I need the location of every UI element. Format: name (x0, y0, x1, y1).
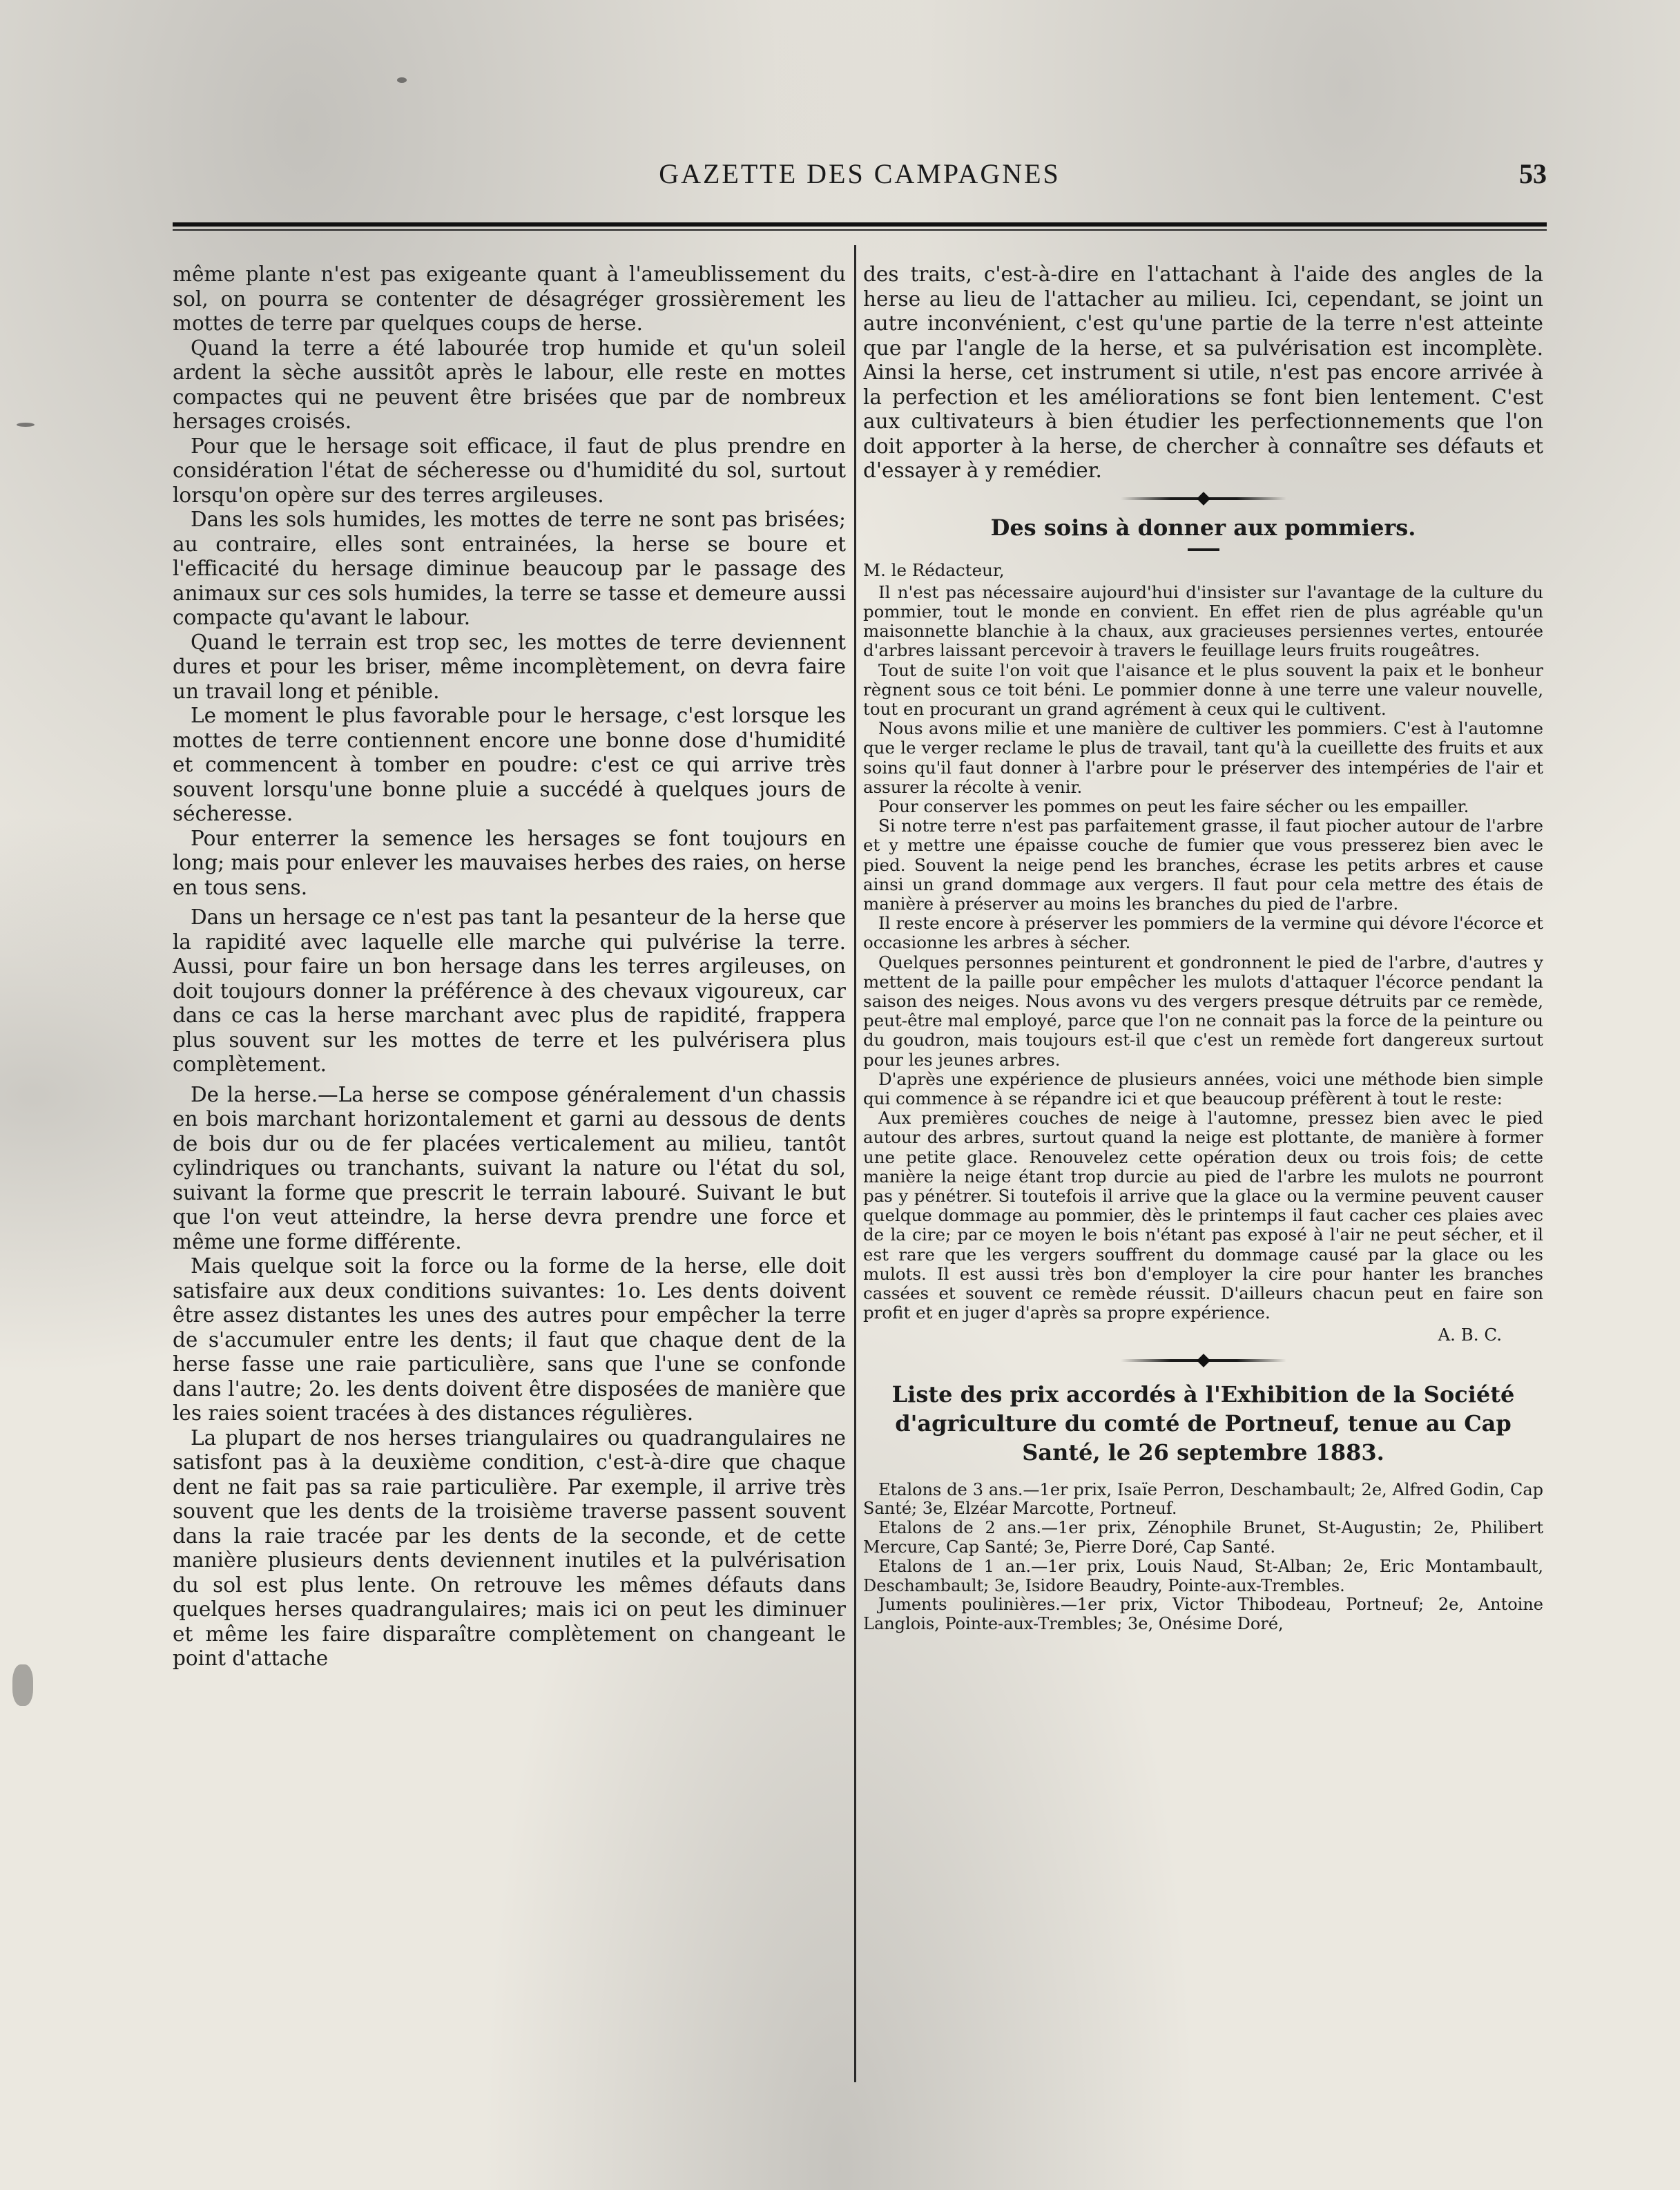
title-dash (1188, 548, 1219, 551)
prize-entry: Etalons de 3 ans.—1er prix, Isaïe Perron, Deschambault; 2e, Alfred Godin, Cap Santé; 3e, Elzéar Marcotte, Portneuf. (863, 1479, 1543, 1519)
paragraph: Quand la terre a été labourée trop humide et qu'un soleil ardent la sèche aussitôt après le labour, elle reste en mottes compactes qui ne peuvent être brisées que par de nombreux hersages croisés. (173, 336, 846, 433)
paragraph: Il n'est pas nécessaire aujourd'hui d'insister sur l'avantage de la culture du pommier, tout le monde en convient. En effet rien de plus agréable qu'un maisonnette blanchie à la chaux, aux gracieuses persiennes vertes, entourée d'arbres laissant percevoir à travers le feuillage leurs fruits rougeâtres. (863, 582, 1543, 661)
section-separator (863, 1345, 1543, 1376)
ink-blot (397, 77, 407, 83)
paragraph: D'après une expérience de plusieurs années, voici une méthode bien simple qui commence à se répandre ici et que beaucoup préfèrent à tout le reste: (863, 1068, 1543, 1108)
prize-entry: Etalons de 2 ans.—1er prix, Zénophile Brunet, St-Augustin; 2e, Philibert Mercure, Cap Santé; 3e, Pierre Doré, Cap Santé. (863, 1518, 1543, 1557)
paragraph: Pour conserver les pommes on peut les faire sécher ou les empailler. (878, 796, 1469, 816)
paragraph: des traits, c'est-à-dire en l'attachant à l'aide des angles de la herse au lieu de l'attacher au milieu. Ici, cependant, se joint un autre inconvénient, c'est qu'une partie de la terre n'est atteinte que par l'angle de la herse, et sa pulvérisation est incomplète. Ainsi la herse, cet instrument si utile, n'est pas encore arrivée à la perfection et les améliorations se font bien lentement. C'est aux cultivateurs à bien étudier les perfectionnements que l'on doit apporter à la herse, de chercher à connaître ses défauts et d'essayer à y remédier. (863, 262, 1543, 482)
ornament-rule (1121, 497, 1286, 500)
paragraph: Quelques personnes peinturent et gondronnent le pied de l'arbre, d'autres y mettent de la paille pour empêcher les mulots d'attaquer l'écorce pendant la saison des neiges. Nous avons vu des vergers presque détruits par ce remède, peut-être mal employé, parce que l'on ne connait pas la force de la peinture ou du goudron, mais toujours est-il que c'est un remède fort dangereux surtout pour les jeunes arbres. (863, 952, 1543, 1070)
paragraph: Dans les sols humides, les mottes de terre ne sont pas brisées; au contraire, elles sont entrainées, la herse se boure et l'efficacité du hersage diminue beaucoup par le passage des animaux sur ces sols humides, la terre se tasse et demeure aussi compacte qu'avant le labour. (173, 508, 846, 629)
page-header (173, 157, 1547, 199)
paragraph: Aux premières couches de neige à l'automne, pressez bien avec le pied autour des arbres, surtout quand la neige est plottante, de manière à former une petite glace. Renouvelez cette opération deux ou trois fois; de cette manière la neige étant trop durcie au pied de l'arbre les mulots ne pourront pas y pénétrer. Si toutefois il arrive que la glace ou la vermine peuvent causer quelque dommage au pommier, dès le printemps il faut cacher ces plaies avec de la cire; par ce moyen le bois n'étant pas exposé à l'air ne peut sécher, et il est rare que les vergers souffrent du dommage causé par la glace ou les mulots. Il est aussi très bon d'employer la cire pour hanter les branches cassées et souvent ce remède réussit. D'ailleurs chacun peut en faire son profit et en juger d'après sa propre expérience. (863, 1108, 1543, 1323)
paragraph: De la herse.—La herse se compose généralement d'un chassis en bois marchant horizontalement et garni au dessous de dents de bois dur ou de fer placées verticalement au milieu, tantôt cylindriques ou tranchants, suivant la nature ou l'état du sol, suivant la forme que prescrit le terrain labouré. Suivant le but que l'on veut atteindre, la herse devra prendre une force et même une forme différente. (173, 1082, 846, 1254)
prize-list-title: Liste des prix accordés à l'Exhibition de la Société d'agriculture du comté de Portneuf, tenue au Cap Santé, le 26 septembre 1883. (891, 1381, 1515, 1466)
prize-entry: Juments poulinières.—1er prix, Victor Thibodeau, Portneuf; 2e, Antoine Langlois, Pointe-aux-Trembles; 3e, Onésime Doré, (863, 1595, 1543, 1634)
section-separator (863, 483, 1543, 514)
page-number: 53 (1519, 158, 1547, 189)
ink-blot (12, 1664, 33, 1706)
prize-entry: Etalons de 1 an.—1er prix, Louis Naud, St-Alban; 2e, Eric Montambault, Deschambault; 3e, Isidore Beaudry, Pointe-aux-Trembles. (863, 1556, 1543, 1595)
salutation: M. le Rédacteur, (863, 559, 1005, 580)
paragraph: Quand le terrain est trop sec, les mottes de terre deviennent dures et pour les briser, même incomplètement, on devra faire un travail long et pénible. (173, 630, 846, 703)
signature: A. B. C. (1438, 1325, 1502, 1345)
ink-blot (17, 423, 35, 427)
paragraph: Dans un hersage ce n'est pas tant la pesanteur de la herse que la rapidité avec laquelle elle marche qui pulvérise la terre. Aussi, pour faire un bon hersage dans les terres argileuses, on doit toujours donner la préférence à des chevaux vigoureux, car dans ce cas la herse marchant avec plus de rapidité, frappera plus souvent sur les mottes de terre et les pulvérisera plus complètement. (173, 905, 846, 1076)
paragraph: Le moment le plus favorable pour le hersage, c'est lorsque les mottes de terre contiennent encore une bonne dose d'humidité et commencent à tomber en poudre: c'est ce qui arrive très souvent lorsqu'une bonne pluie a succédé à quelques jours de sécheresse. (173, 704, 846, 825)
paragraph: Mais quelque soit la force ou la forme de la herse, elle doit satisfaire aux deux conditions suivantes: 1o. Les dents doivent être assez distantes les unes des autres pour empêcher la terre de s'accumuler entre les dents; il faut que chaque dent de la herse fasse une raie particulière, sans que l'une se confonde dans l'autre; 2o. les dents doivent être disposées de manière que les raies soient tracées à des distances régulières. (173, 1254, 846, 1425)
paragraph: La plupart de nos herses triangulaires ou quadrangulaires ne satisfont pas à la deuxième condition, c'est-à-dire que chaque dent ne fait pas sa raie particulière. Par exemple, il arrive très souvent que les dents de la troisième traverse passent souvent dans la raie tracée par les dents de la seconde, et de cette manière plusieurs dents deviennent inutiles et la pulvérisation du sol est plus lente. On retrouve les mêmes défauts dans quelques herses quadrangulaires; mais ici on peut les diminuer et même les faire disparaître complètement on changeant le point d'attache (173, 1425, 846, 1670)
prize-list (863, 1481, 1543, 1634)
paragraph: Si notre terre n'est pas parfaitement grasse, il faut piocher autour de l'arbre et y mettre une épaisse couche de fumier que vous presserez bien avec le pied. Souvent la neige pend les branches, écrase les petits arbres et cause ainsi un grand dommage aux vergers. Il faut pour cela mettre des étais de manière à préserver au moins les branches du pied de l'arbre. (863, 816, 1543, 914)
column-divider (854, 245, 856, 2082)
left-column (173, 262, 846, 1671)
ornament-rule (1121, 1359, 1286, 1362)
continued-text (863, 262, 1543, 483)
right-column (863, 262, 1543, 1634)
running-title: GAZETTE DES CAMPAGNES (659, 158, 1061, 189)
paragraph: Pour que le hersage soit efficace, il faut de plus prendre en considération l'état de sécheresse ou d'humidité du sol, surtout lorsqu'on opère sur des terres argileuses. (173, 434, 846, 507)
article-body (863, 561, 1543, 1345)
paragraph: Il reste encore à préserver les pommiers de la vermine qui dévore l'écorce et occasionne les arbres à sécher. (863, 913, 1543, 953)
article-title: Des soins à donner aux pommiers. (990, 514, 1416, 541)
paragraph: Tout de suite l'on voit que l'aisance et le plus souvent la paix et le bonheur règnent sous ce toit béni. Le pommier donne à une terre une valeur nouvelle, tout en procurant un grand agrément à ceux qui le cultivent. (863, 660, 1543, 719)
paragraph: Pour enterrer la semence les hersages se font toujours en long; mais pour enlever les mauvaises herbes des raies, on herse en tous sens. (173, 826, 846, 899)
paragraph: Nous avons milie et une manière de cultiver les pommiers. C'est à l'automne que le verger reclame le plus de travail, tant qu'à la cueillette des fruits et aux soins qu'il faut donner à l'arbre pour le préserver des intempéries de l'air et assurer la récolte à venir. (863, 718, 1543, 797)
paragraph: même plante n'est pas exigeante quant à l'ameublissement du sol, on pourra se contenter de désagréger grossièrement les mottes de terre par quelques coups de herse. (173, 262, 846, 335)
header-rule (173, 222, 1547, 227)
header-rule-thin (173, 229, 1547, 231)
